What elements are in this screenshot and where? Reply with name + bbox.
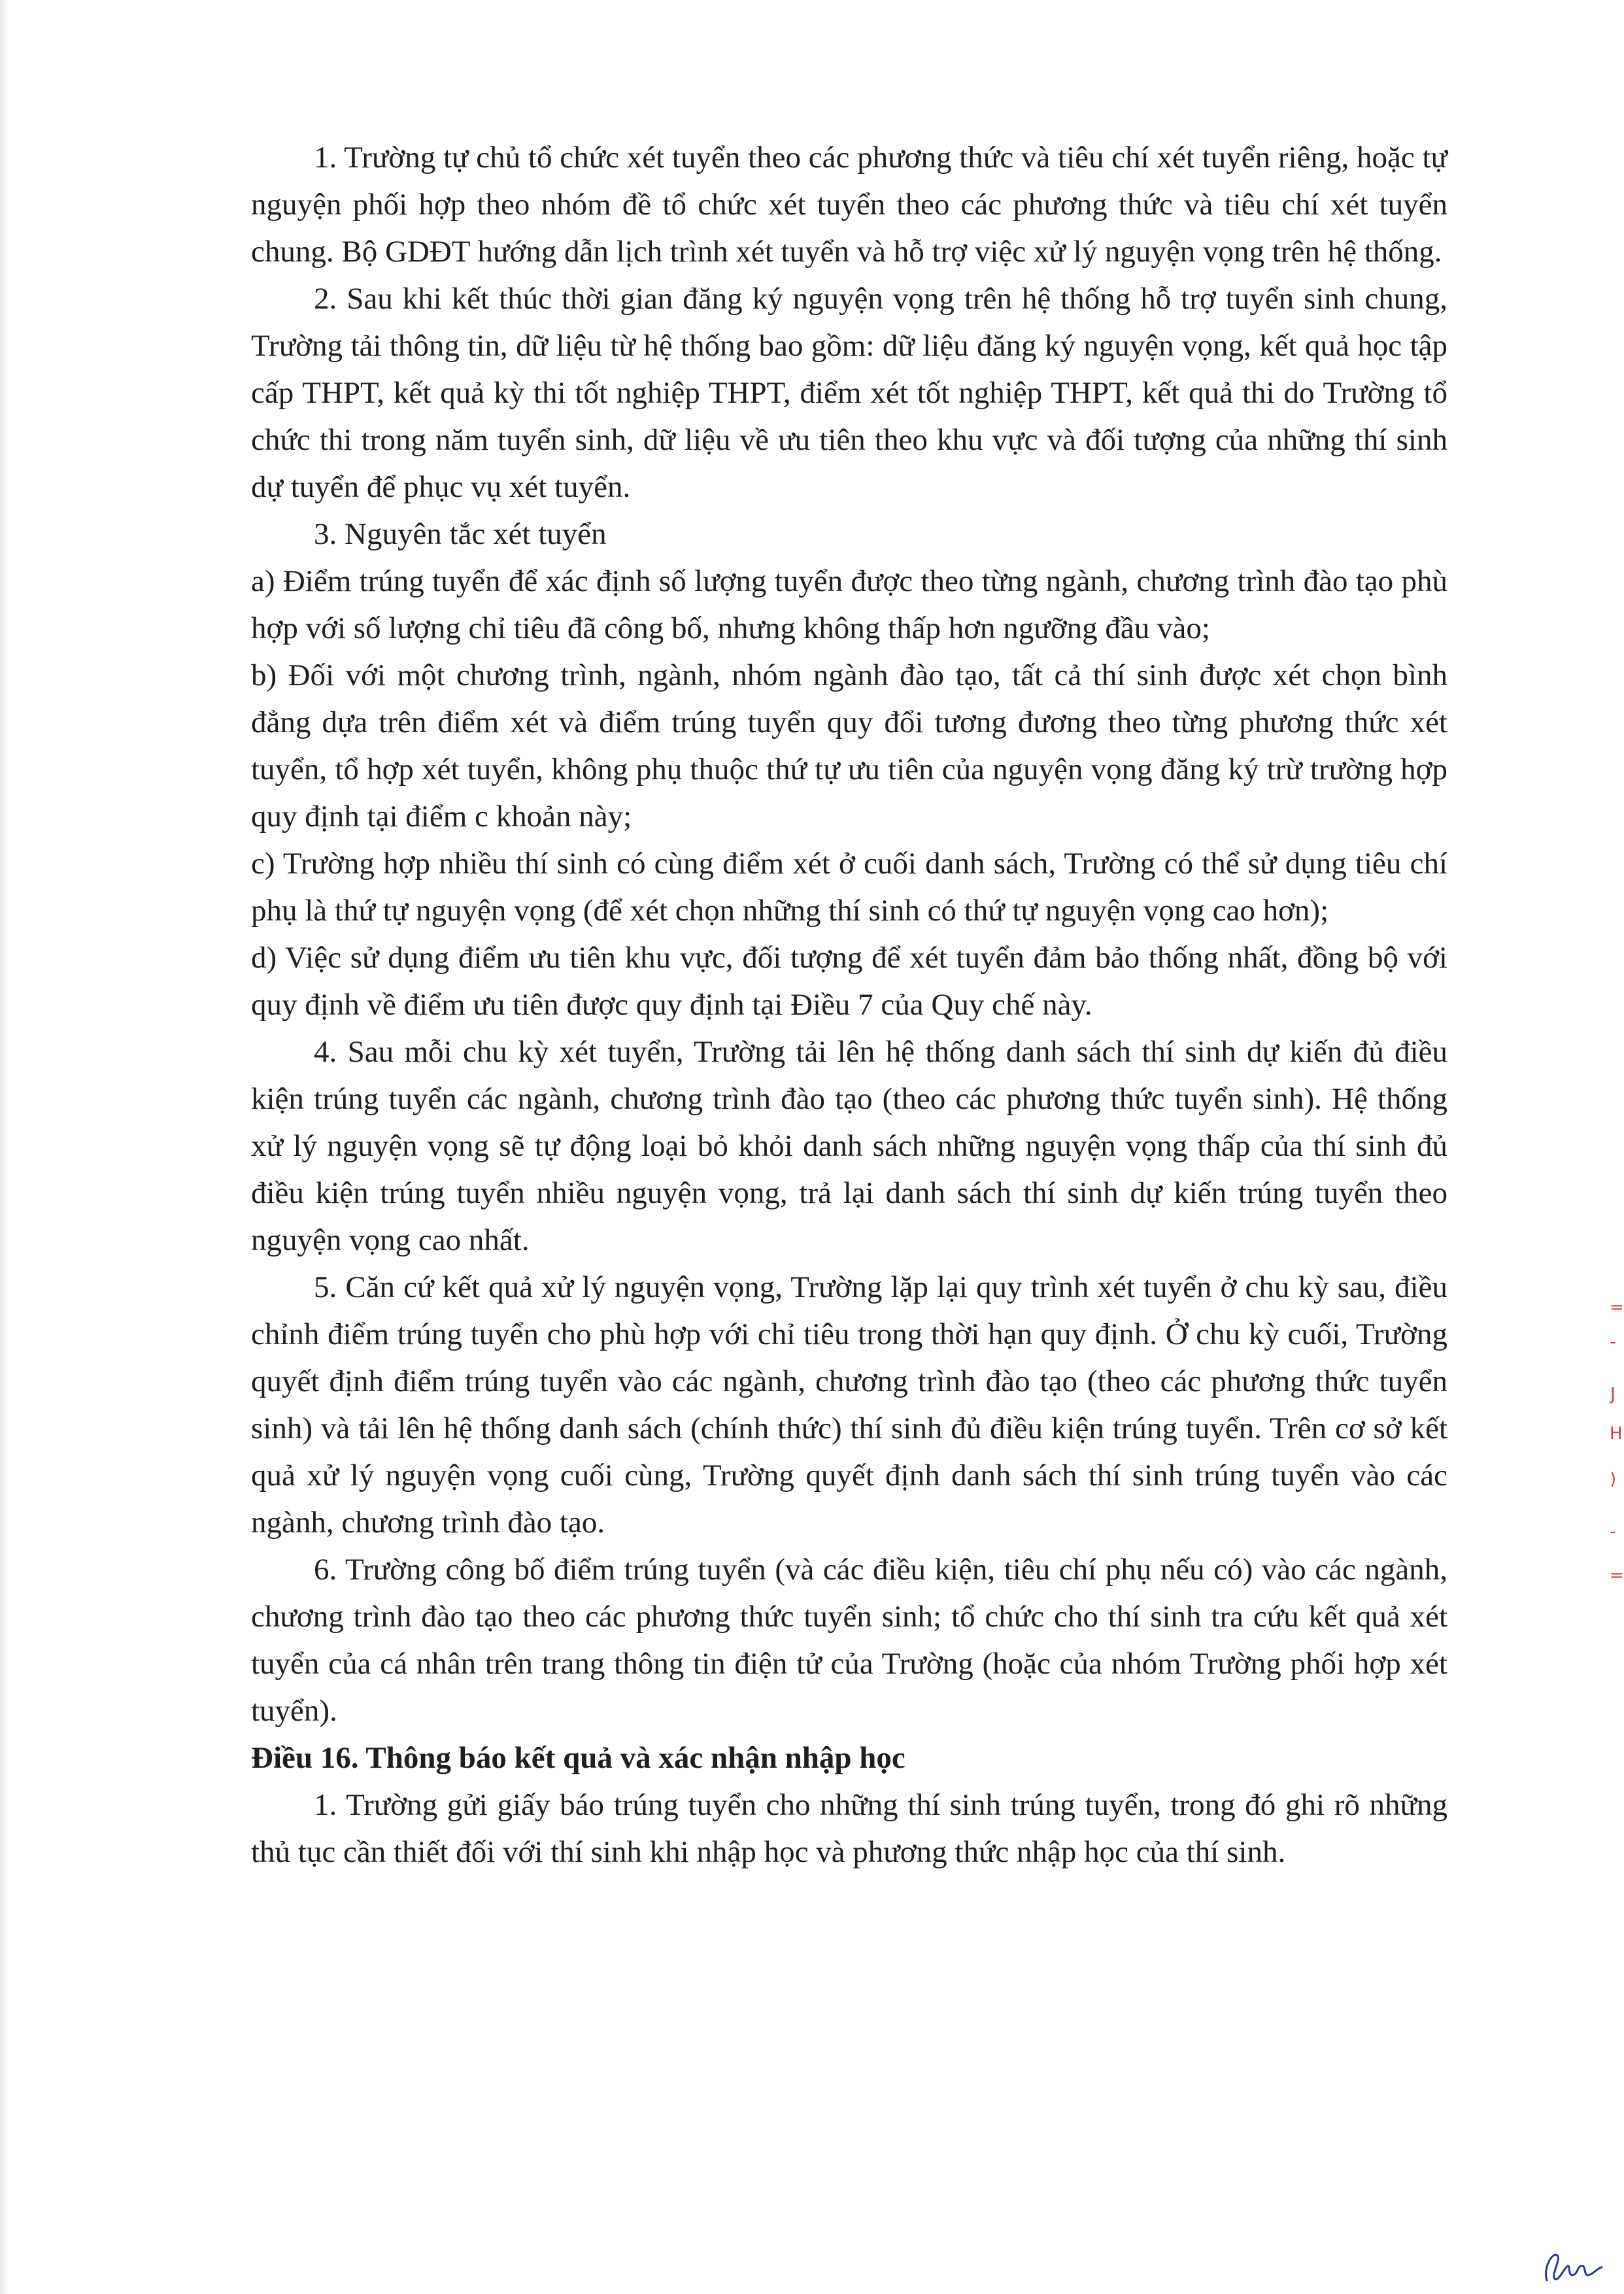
margin-stamp-mark: = <box>1610 1298 1624 1317</box>
paragraph-3a: a) Điểm trúng tuyển để xác định số lượng tuyển được theo từng ngành, chương trình đào tạo phù hợp với số lượng chỉ tiêu đã công bố, nhưng không thấp hơn ngưỡng đầu vào; <box>251 564 1447 645</box>
paragraph-3-heading: 3. Nguyên tắc xét tuyển <box>314 517 607 551</box>
paragraph-3d: d) Việc sử dụng điểm ưu tiên khu vực, đối tượng để xét tuyển đảm bảo thống nhất, đồng bộ với quy định về điểm ưu tiên được quy định tại Điều 7 của Quy chế này. <box>251 941 1447 1022</box>
margin-stamp-mark: = <box>1610 1566 1624 1585</box>
margin-stamp-mark: J <box>1610 1385 1616 1404</box>
document-body <box>251 134 1447 1876</box>
article-16-paragraph-1: 1. Trường gửi giấy báo trúng tuyển cho những thí sinh trúng tuyển, trong đó ghi rõ những thủ tục cần thiết đối với thí sinh khi nhập học và phương thức nhập học của thí sinh. <box>251 1788 1447 1869</box>
paragraph-2: 2. Sau khi kết thúc thời gian đăng ký nguyện vọng trên hệ thống hỗ trợ tuyển sinh chung, Trường tải thông tin, dữ liệu từ hệ thống bao gồm: dữ liệu đăng ký nguyện vọng, kết quả học tập cấp THPT, kết quả kỳ thi tốt nghiệp THPT, điểm xét tốt nghiệp THPT, kết quả thi do Trường tổ chức thi trong năm tuyển sinh, dữ liệu về ưu tiên theo khu vực và đối tượng của những thí sinh dự tuyển để phục vụ xét tuyển. <box>251 282 1447 504</box>
paragraph-4: 4. Sau mỗi chu kỳ xét tuyển, Trường tải lên hệ thống danh sách thí sinh dự kiến đủ điều kiện trúng tuyển các ngành, chương trình đào tạo (theo các phương thức tuyển sinh). Hệ thống xử lý nguyện vọng sẽ tự động loại bỏ khỏi danh sách những nguyện vọng thấp của thí sinh đủ điều kiện trúng tuyển nhiều nguyện vọng, trả lại danh sách thí sinh dự kiến trúng tuyển theo nguyện vọng cao nhất. <box>251 1035 1447 1257</box>
signature-initials <box>1538 2242 1616 2288</box>
margin-stamp-mark: - <box>1610 1522 1616 1542</box>
margin-stamp-mark: ) <box>1610 1470 1617 1489</box>
margin-stamp-mark: H <box>1610 1424 1623 1443</box>
paragraph-3b: b) Đối với một chương trình, ngành, nhóm ngành đào tạo, tất cả thí sinh được xét chọn bình đẳng dựa trên điểm xét và điểm trúng tuyển quy đổi tương đương theo từng phương thức xét tuyển, tổ hợp xét tuyển, không phụ thuộc thứ tự ưu tiên của nguyện vọng đăng ký trừ trường hợp quy định tại điểm c khoản này; <box>251 658 1447 834</box>
signature-stroke <box>1546 2255 1602 2280</box>
article-16-heading: Điều 16. Thông báo kết quả và xác nhận nhập học <box>251 1741 905 1775</box>
paragraph-3c: c) Trường hợp nhiều thí sinh có cùng điểm xét ở cuối danh sách, Trường có thể sử dụng tiêu chí phụ là thứ tự nguyện vọng (để xét chọn những thí sinh có thứ tự nguyện vọng cao hơn); <box>251 847 1447 928</box>
paragraph-6: 6. Trường công bố điểm trúng tuyển (và các điều kiện, tiêu chí phụ nếu có) vào các ngành, chương trình đào tạo theo các phương thức tuyển sinh; tổ chức cho thí sinh tra cứu kết quả xét tuyển của cá nhân trên trang thông tin điện tử của Trường (hoặc của nhóm Trường phối hợp xét tuyển). <box>251 1553 1447 1728</box>
scan-edge <box>0 0 9 2294</box>
paragraph-1: 1. Trường tự chủ tổ chức xét tuyển theo các phương thức và tiêu chí xét tuyển riêng, hoặc tự nguyện phối hợp theo nhóm đề tổ chức xét tuyển theo các phương thức và tiêu chí xét tuyển chung. Bộ GDĐT hướng dẫn lịch trình xét tuyển và hỗ trợ việc xử lý nguyện vọng trên hệ thống. <box>251 141 1447 269</box>
paragraph-5: 5. Căn cứ kết quả xử lý nguyện vọng, Trường lặp lại quy trình xét tuyển ở chu kỳ sau, điều chỉnh điểm trúng tuyển cho phù hợp với chỉ tiêu trong thời hạn quy định. Ở chu kỳ cuối, Trường quyết định điểm trúng tuyển vào các ngành, chương trình đào tạo (theo các phương thức tuyển sinh) và tải lên hệ thống danh sách (chính thức) thí sinh đủ điều kiện trúng tuyển. Trên cơ sở kết quả xử lý nguyện vọng cuối cùng, Trường quyết định danh sách thí sinh trúng tuyển vào các ngành, chương trình đào tạo. <box>251 1270 1447 1540</box>
margin-stamp-mark: - <box>1610 1332 1616 1352</box>
